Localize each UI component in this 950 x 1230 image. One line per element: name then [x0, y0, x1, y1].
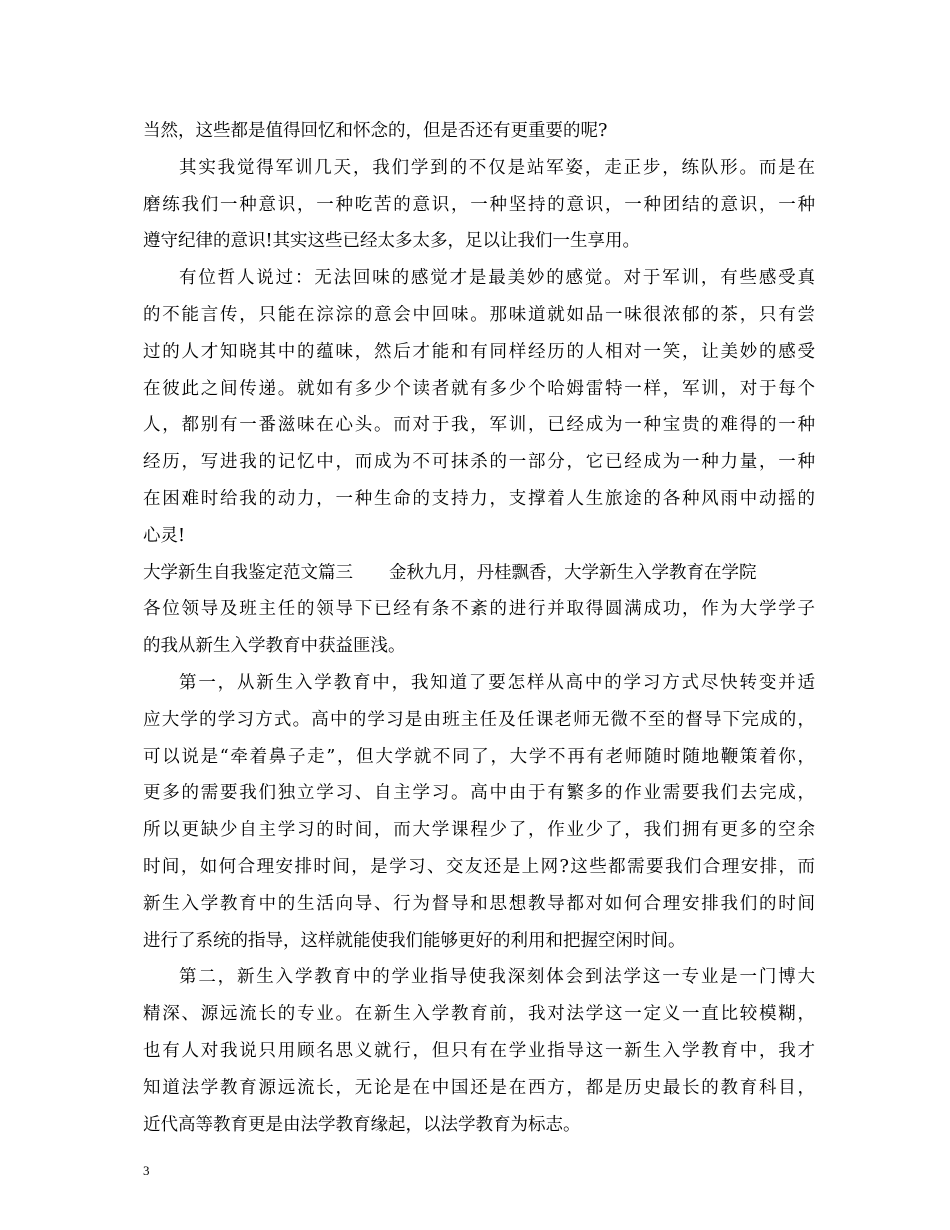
text-line: 其实我觉得军训几天，我们学到的不仅是站军姿，走正步，练队形。而是在 — [179, 157, 815, 178]
text-line: 进行了系统的指导，这样就能使我们能够更好的利用和把握空闲时间。 — [143, 930, 686, 951]
text-line: 第二，新生入学教育中的学业指导使我深刻体会到法学这一专业是一门博大 — [179, 967, 815, 988]
text-line: 遵守纪律的意识!其实这些已经太多太多，足以让我们一生享用。 — [143, 231, 641, 252]
text-line: 各位领导及班主任的领导下已经有条不紊的进行并取得圆满成功，作为大学学子 — [143, 599, 815, 620]
text-line: 在彼此之间传递。就如有多少个读者就有多少个哈姆雷特一样，军训，对于每个 — [143, 378, 815, 399]
text-line: 的不能言传，只能在淙淙的意会中回味。那味道就如品一味很浓郁的茶，只有尝 — [143, 304, 815, 325]
text-line: 也有人对我说只用顾名思义就行，但只有在学业指导这一新生入学教育中，我才 — [143, 1040, 815, 1061]
text-line: 近代高等教育更是由法学教育缘起，以法学教育为标志。 — [143, 1114, 581, 1135]
text-line: 经历，写进我的记忆中，而成为不可抹杀的一部分，它已经成为一种力量，一种 — [143, 452, 815, 473]
section-title: 大学新生自我鉴定范文篇三 — [143, 562, 353, 583]
text-line: 人，都别有一番滋味在心头。而对于我，军训，已经成为一种宝贵的难得的一种 — [143, 415, 815, 436]
text-line: 知道法学教育源远流长，无论是在中国还是在西方，都是历史最长的教育科目， — [143, 1077, 815, 1098]
text-line: 所以更缺少自主学习的时间，而大学课程少了，作业少了，我们拥有更多的空余 — [143, 820, 815, 841]
section-opening-text: 金秋九月，丹桂飘香，大学新生入学教育在学院 — [389, 562, 757, 583]
text-line: 的我从新生入学教育中获益匪浅。 — [143, 636, 406, 657]
text-line: 时间，如何合理安排时间，是学习、交友还是上网?这些都需要我们合理安排，而 — [143, 856, 815, 877]
text-line: 当然，这些都是值得回忆和怀念的，但是否还有更重要的呢? — [143, 121, 608, 141]
text-line: 应大学的学习方式。高中的学习是由班主任及任课老师无微不至的督导下完成的， — [143, 709, 815, 730]
page-number: 3 — [143, 1163, 150, 1178]
text-line: 有位哲人说过：无法回味的感觉才是最美妙的感觉。对于军训，有些感受真 — [179, 268, 815, 289]
text-line: 新生入学教育中的生活向导、行为督导和思想教导都对如何合理安排我们的时间 — [143, 893, 815, 914]
text-line: 更多的需要我们独立学习、自主学习。高中由于有繁多的作业需要我们去完成， — [143, 783, 815, 804]
text-line: 过的人才知晓其中的蕴味，然后才能和有同样经历的人相对一笑，让美妙的感受 — [143, 341, 815, 362]
text-line: 磨练我们一种意识，一种吃苦的意识，一种坚持的意识，一种团结的意识，一种 — [143, 194, 815, 215]
text-line: 心灵! — [143, 525, 186, 546]
text-line: 在困难时给我的动力，一种生命的支持力，支撑着人生旅途的各种风雨中动摇的 — [143, 488, 815, 509]
text-line: 可以说是“牵着鼻子走”，但大学就不同了，大学不再有老师随时随地鞭策着你， — [143, 746, 815, 767]
text-line: 第一，从新生入学教育中，我知道了要怎样从高中的学习方式尽快转变并适 — [179, 672, 815, 693]
section-heading-line — [143, 555, 815, 592]
text-line: 精深、源远流长的专业。在新生入学教育前，我对法学这一定义一直比较模糊， — [143, 1004, 815, 1025]
document-body — [143, 113, 815, 1143]
